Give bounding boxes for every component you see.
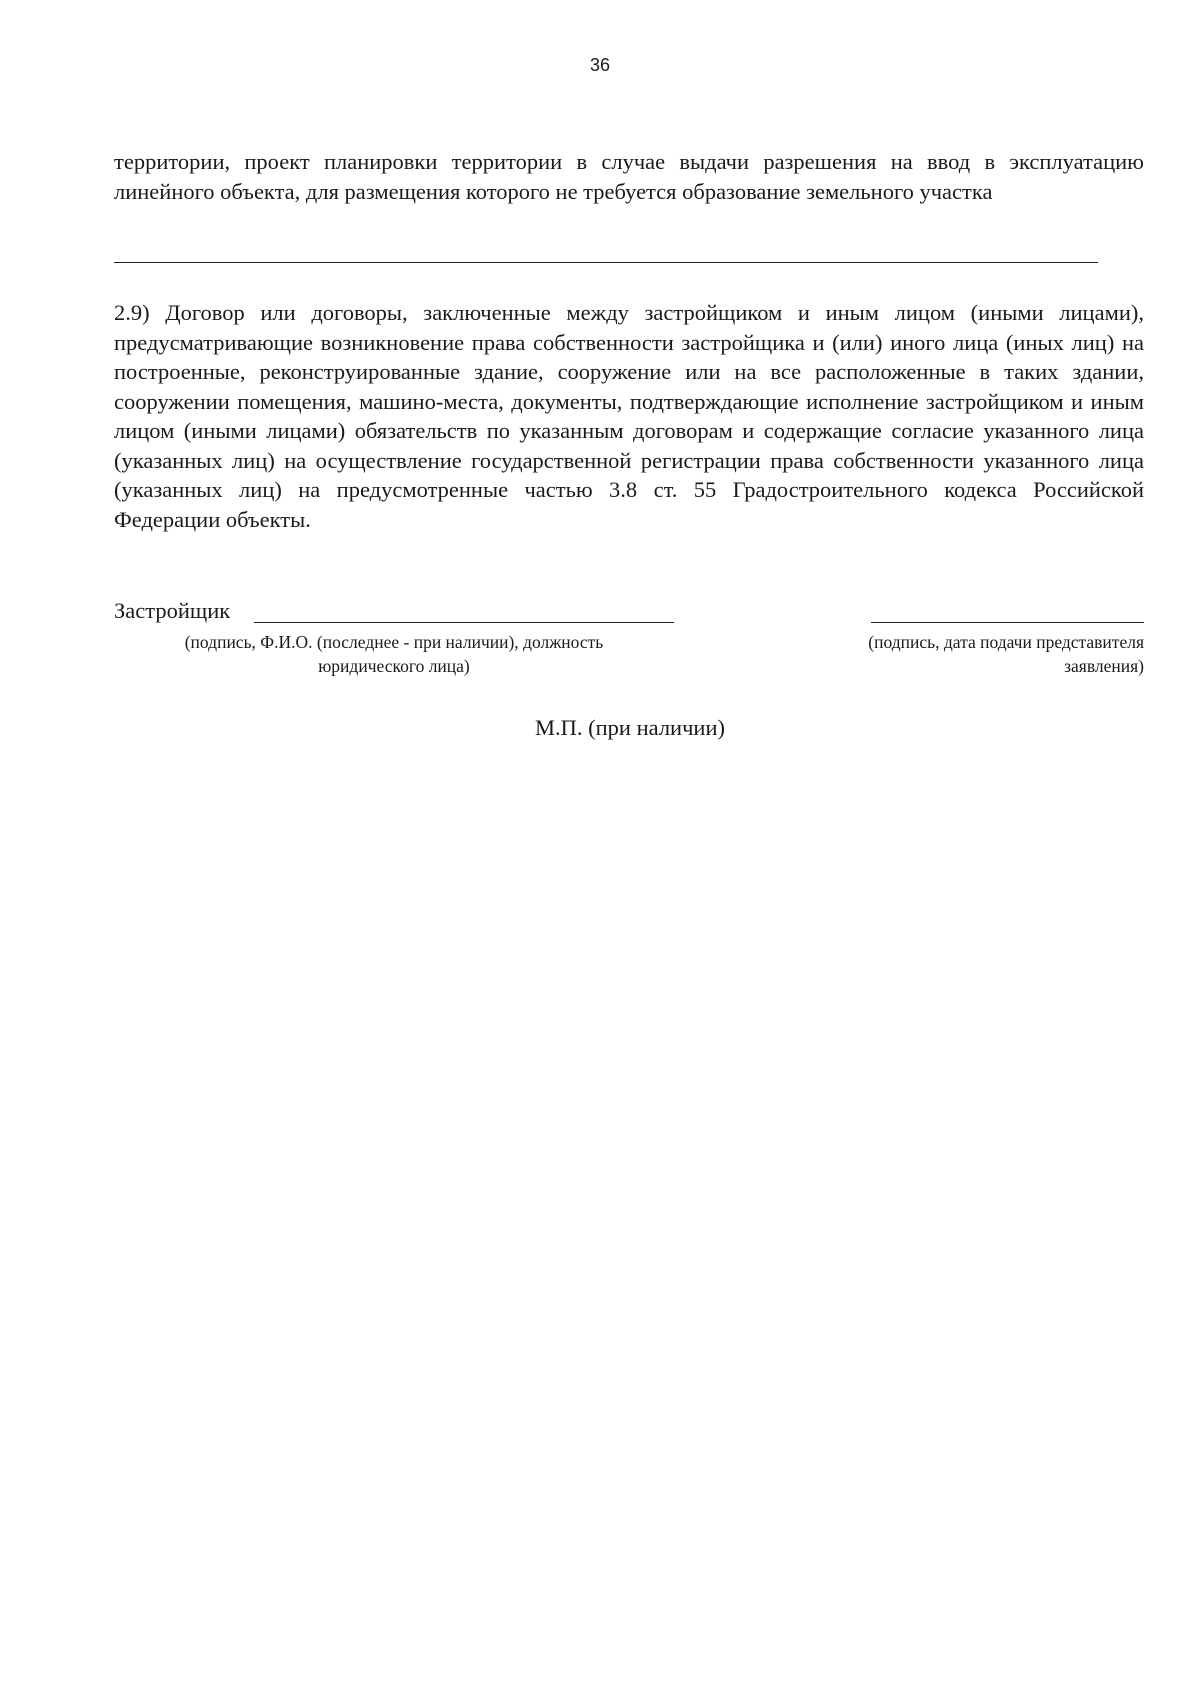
applicant-signature-line [254, 622, 674, 623]
applicant-caption-line-1: (подпись, Ф.И.О. (последнее - при наличии), должность [184, 632, 604, 652]
representative-caption [794, 630, 1144, 678]
fill-in-line [114, 262, 1098, 263]
stamp-note: М.П. (при наличии) [535, 715, 725, 740]
applicant-caption-line-2: юридического лица) [318, 656, 470, 676]
representative-signature-line [871, 622, 1144, 623]
representative-caption-line-1: (подпись, дата подачи представителя [868, 632, 1144, 652]
signature-block [114, 596, 1144, 686]
applicant-label: Застройщик [114, 598, 231, 623]
applicant-caption [114, 630, 674, 678]
paragraph-2-9-contracts: 2.9) Договор или договоры, заключенные между застройщиком и иным лицом (иными лицами), предусматривающие возникновение права собственности застройщика и (или) иного лица (иных лиц) на построенные, реконструированные здание, сооружение или на все расположенные в таких здании, сооружении помещения, машино-места, документы, подтверждающие исполнение застройщиком и иным лицом (иными лицами) обязательств по указанным договорам и содержащие согласие указанного лица (указанных лиц) на осуществление государственной регистрации права собственности указанного лица (указанных лиц) на предусмотренные частью 3.8 ст. 55 Градостроительного кодекса Российской Федерации объекты. [114, 300, 1144, 532]
representative-caption-line-2: заявления) [1064, 656, 1144, 676]
paragraph-territory: территории, проект планировки территории в случае выдачи разрешения на ввод в эксплуатацию линейного объекта, для размещения которого не требуется образование земельного участка [114, 149, 1144, 204]
page-number: 36 [589, 55, 611, 75]
